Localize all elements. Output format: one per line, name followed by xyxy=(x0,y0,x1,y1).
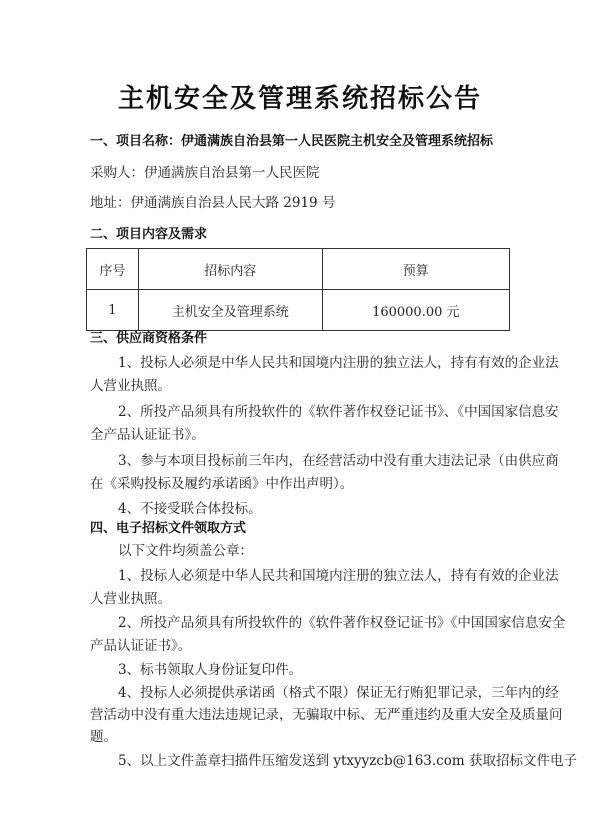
paragraph-line: 2、所投产品须具有所投软件的《软件著作权登记证书》、《中国国家信息安 xyxy=(118,404,559,420)
table-cell: 主机安全及管理系统 xyxy=(138,290,322,331)
paragraph-line: 产品认证证书》。 xyxy=(90,638,192,654)
purchaser-line: 采购人：伊通满族自治县第一人民医院 xyxy=(90,165,320,181)
bid-content-table xyxy=(86,248,510,331)
paragraph-line: 人营业执照。 xyxy=(90,591,171,607)
paragraph-line: 全产品认证证书》。 xyxy=(90,427,205,443)
table-header-cell: 招标内容 xyxy=(138,249,322,290)
section-3-heading: 三、供应商资格条件 xyxy=(90,331,208,346)
paragraph-line: 以下文件均须盖公章： xyxy=(118,543,253,559)
address-line: 地址：伊通满族自治县人民大路 2919 号 xyxy=(90,195,336,211)
table-header-cell: 预算 xyxy=(322,249,509,290)
paragraph-line: 5、以上文件盖章扫描件压缩发送到 ytxyyzcb@163.com 获取招标文件电子 xyxy=(118,753,577,769)
document-title: 主机安全及管理系统招标公告 xyxy=(117,84,482,114)
section-4-heading: 四、电子招标文件领取方式 xyxy=(90,521,247,536)
paragraph-line: 4、不接受联合体投标。 xyxy=(118,501,262,517)
section-1-heading: 一、项目名称：伊通满族自治县第一人民医院主机安全及管理系统招标 xyxy=(90,134,494,149)
paragraph-line: 2、所投产品须具有所投软件的《软件著作权登记证书》《中国国家信息安全 xyxy=(118,615,566,631)
paragraph-line: 人营业执照。 xyxy=(90,378,171,394)
paragraph-line: 营活动中没有重大违法违规记录，无骗取中标、无严重违约及重大安全及质量问 xyxy=(90,707,563,723)
paragraph-line: 1、投标人必须是中华人民共和国境内注册的独立法人，持有有效的企业法 xyxy=(118,355,559,371)
paragraph-line: 在《采购投标及履约承诺函》中作出声明）。 xyxy=(90,476,354,492)
paragraph-line: 3、参与本项目投标前三年内，在经营活动中没有重大违法记录（由供应商 xyxy=(118,453,559,469)
table-row xyxy=(87,290,510,331)
paragraph-line: 题。 xyxy=(90,729,117,745)
table-header-row xyxy=(87,249,510,290)
paragraph-line: 3、标书领取人身份证复印件。 xyxy=(118,662,303,678)
table-header-cell: 序号 xyxy=(87,249,139,290)
paragraph-line: 4、投标人必须提供承诺函（格式不限）保证无行贿犯罪记录，三年内的经 xyxy=(118,685,559,701)
paragraph-line: 1、投标人必须是中华人民共和国境内注册的独立法人，持有有效的企业法 xyxy=(118,568,559,584)
table-cell: 1 xyxy=(87,290,139,331)
table-cell: 160000.00 元 xyxy=(322,290,509,331)
section-2-heading: 二、项目内容及需求 xyxy=(90,227,208,242)
